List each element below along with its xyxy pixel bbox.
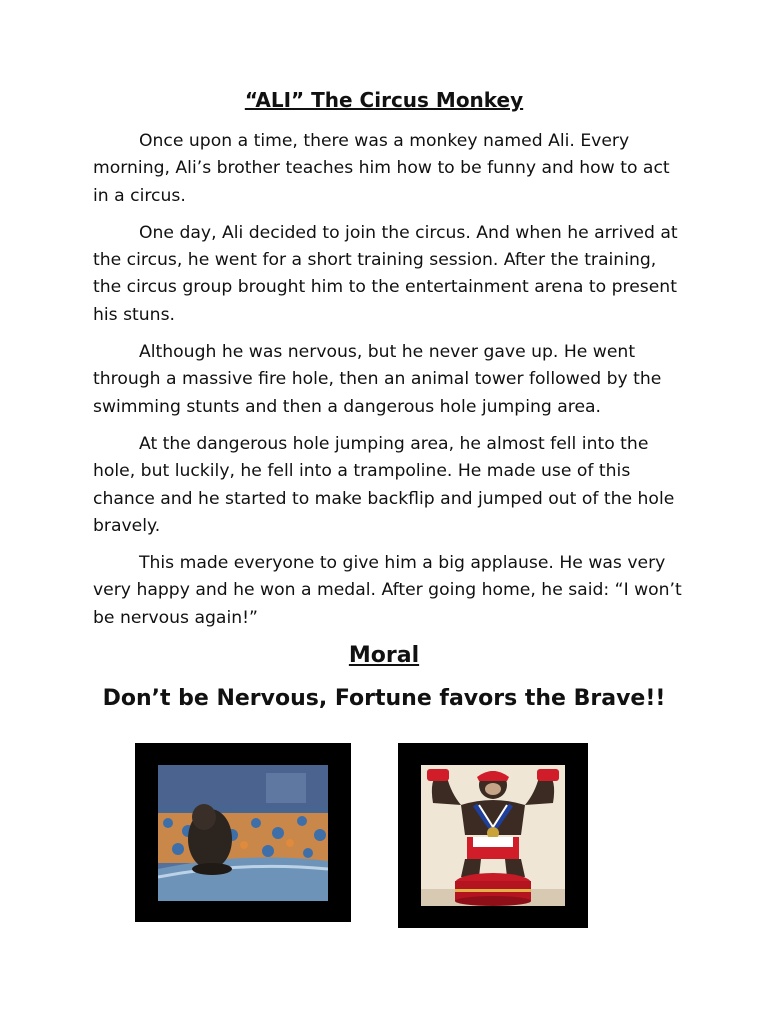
- story-title: “ALI” The Circus Monkey: [244, 88, 524, 112]
- medal-photo-frame: [398, 743, 588, 928]
- story-paragraph: This made everyone to give him a big applause. He was very very happy and he won a medal. After going home, he said: “I won’t be nervous again!”: [93, 553, 682, 628]
- story-paragraph: Once upon a time, there was a monkey named Ali. Every morning, Ali’s brother teaches him how to be funny and how to act in a circus.: [93, 131, 670, 206]
- moral-text: Don’t be Nervous, Fortune favors the Brave!!: [102, 686, 666, 711]
- trampoline-photo-frame: [135, 743, 351, 922]
- moral-heading: Moral: [348, 643, 420, 668]
- story-paragraph: Although he was nervous, but he never gave up. He went through a massive fire hole, then an animal tower followed by the swimming stunts and then a dangerous hole jumping area.: [93, 342, 662, 417]
- chimpanzee-medal-photo: [421, 765, 565, 906]
- story-paragraph: At the dangerous hole jumping area, he almost fell into the hole, but luckily, he fell into a trampoline. He made use of this chance and he started to make backflip and jumped out of the hole bravely.: [93, 433, 675, 536]
- story-paragraph: One day, Ali decided to join the circus. And when he arrived at the circus, he went for a short training session. After the training, the circus group brought him to the entertainment arena to present his stuns.: [93, 222, 678, 325]
- monkey-trampoline-photo: [158, 765, 328, 901]
- story-body: [93, 128, 685, 642]
